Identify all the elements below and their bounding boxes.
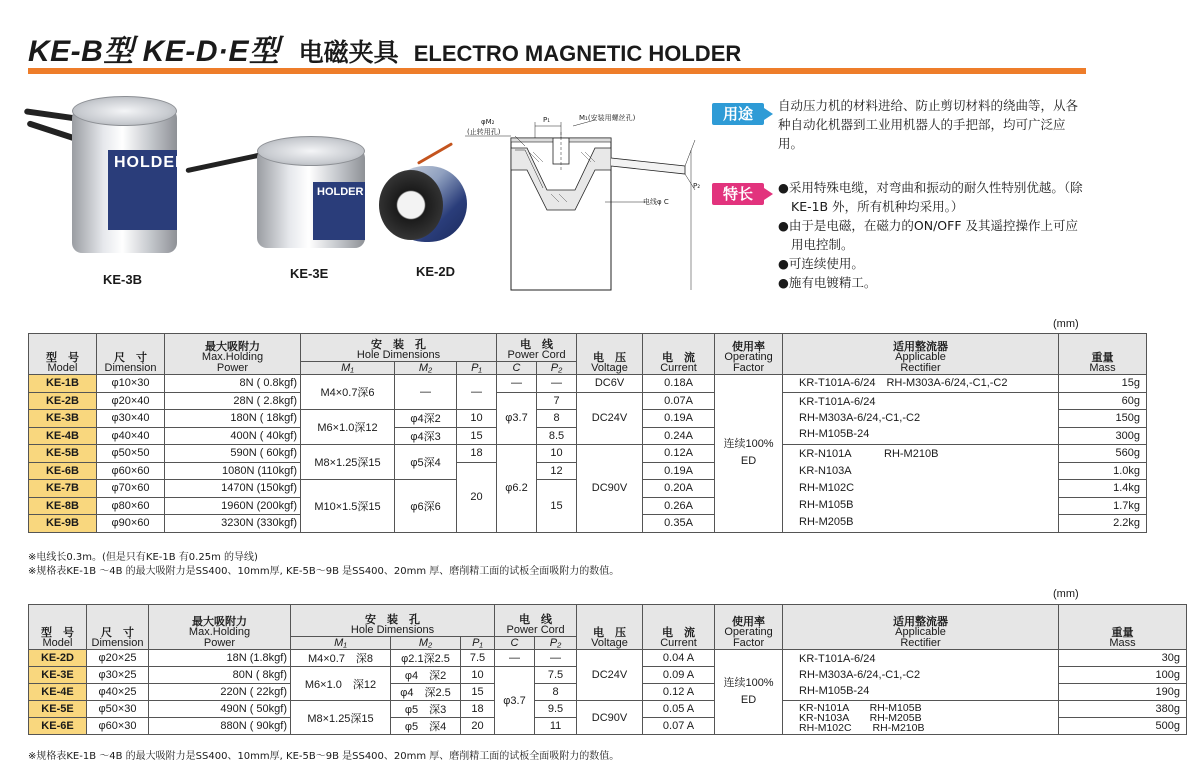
table-cell-p2: 10 xyxy=(537,445,577,463)
table-cell-dim: φ10×30 xyxy=(97,375,165,393)
table-cell-mass: 190g xyxy=(1059,684,1187,701)
product-label-ke-3e: HOLDER xyxy=(317,186,364,198)
spec-table-de-series xyxy=(28,604,1187,735)
table-cell-voltage: DC24V xyxy=(577,650,643,701)
table-row-model: KE-9B xyxy=(29,515,97,533)
hdr-force-en1: Max.Holding xyxy=(201,351,264,363)
title-en: ELECTRO MAGNETIC HOLDER xyxy=(413,41,742,66)
table-cell-p2: — xyxy=(537,375,577,393)
table-cell-current: 0.19A xyxy=(643,462,715,480)
table-row-model: KE-5B xyxy=(29,445,97,463)
table-cell-mass: 1.7kg xyxy=(1059,497,1147,515)
table-row-model: KE-2B xyxy=(29,392,97,410)
table-cell-current: 0.07A xyxy=(643,392,715,410)
table-cell-c: φ6.2 xyxy=(497,445,537,533)
table-row-model: KE-2D xyxy=(29,650,87,667)
table-cell-current: 0.12A xyxy=(643,445,715,463)
table-cell-p1: — xyxy=(457,375,497,410)
feature-item: ●采用特殊电缆，对弯曲和振动的耐久性特别优越。（除KE-1B 外，所有机种均采用。） xyxy=(778,180,1083,214)
table-cell-current: 0.07 A xyxy=(643,718,715,735)
table-cell-mass: 150g xyxy=(1059,410,1147,428)
table-cell-c: — xyxy=(495,650,535,667)
table-cell-dim: φ40×25 xyxy=(87,684,149,701)
hdr-volt-cn: 电 压 xyxy=(593,626,627,639)
table-cell-p1: 18 xyxy=(457,445,497,463)
table-cell-m2: φ4 深2.5 xyxy=(391,684,461,701)
hdr-factor-en1: Operating xyxy=(724,626,773,638)
hdr-force-cn: 最大吸附力 xyxy=(192,615,247,628)
table-cell-mass: 560g xyxy=(1059,445,1147,463)
hdr-p2: P₂ xyxy=(537,362,577,375)
table-cell-m1: M4×0.7 深8 xyxy=(291,650,391,667)
table-cell-current: 0.20A xyxy=(643,480,715,498)
table-cell-dim: φ30×25 xyxy=(87,667,149,684)
hdr-rect-en2: Rectifier xyxy=(900,362,941,374)
rectifier-line: KR-T101A-6/24 xyxy=(799,396,876,409)
table-cell-current: 0.35A xyxy=(643,515,715,533)
table-cell-mass: 100g xyxy=(1059,667,1187,684)
rectifier-line: RH-M105B xyxy=(799,498,854,511)
rectifier-line: KR-N101A RH-M105B xyxy=(799,701,922,714)
table-cell-mass: 380g xyxy=(1059,701,1187,718)
hdr-rect-cn: 适用整流器 xyxy=(893,615,949,628)
hdr-curr-en: Current xyxy=(660,362,697,374)
table-cell-force: 80N ( 8kgf) xyxy=(149,667,291,684)
table-cell-p2: 9.5 xyxy=(535,701,577,718)
hdr-mass-cn: 重量 xyxy=(1111,626,1134,639)
table-cell-m2: — xyxy=(395,375,457,410)
hdr-hole-cn: 安 装 孔 xyxy=(365,613,420,626)
hdr-volt-en: Voltage xyxy=(591,637,628,649)
hdr-p1: P₁ xyxy=(457,362,497,375)
product-image-ke-3e xyxy=(185,120,365,260)
table-cell-current: 0.12 A xyxy=(643,684,715,701)
table-cell-rectifier xyxy=(783,650,1059,701)
table-cell-mass: 2.2kg xyxy=(1059,515,1147,533)
hdr-dim-en: Dimension xyxy=(104,362,157,374)
hdr-c: C xyxy=(495,637,535,650)
hdr-model-en: Model xyxy=(47,362,78,374)
hdr-p1: P₁ xyxy=(461,637,495,650)
table1-note-2: ※规格表KE-1B ～4B 的最大吸附力是SS400、10mm厚, KE-5B～9B 是SS400、20mm 厚、磨削精工面的试板全面吸附力的数值。 xyxy=(28,566,620,577)
table-cell-dim: φ50×30 xyxy=(87,701,149,718)
diagram-label-m1: M₁(安装用螺丝孔) xyxy=(579,114,636,122)
table-row-model: KE-3E xyxy=(29,667,87,684)
table-cell-dim: φ60×60 xyxy=(97,462,165,480)
table-cell-force: 880N ( 90kgf) xyxy=(149,718,291,735)
table-row-model: KE-4E xyxy=(29,684,87,701)
hdr-force-en2: Power xyxy=(216,362,249,374)
table-cell-c: — xyxy=(497,375,537,393)
hdr-dim-en: Dimension xyxy=(91,637,144,649)
hdr-model-cn: 型 号 xyxy=(41,626,74,639)
hdr-factor-en1: Operating xyxy=(724,351,773,363)
rectifier-line: RH-M105B-24 xyxy=(799,685,870,697)
table-cell-p2: 8 xyxy=(537,410,577,428)
hdr-mass-en: Mass xyxy=(1109,637,1136,649)
table-cell-p2: 12 xyxy=(537,462,577,480)
page-title xyxy=(28,26,741,70)
hdr-factor-cn: 使用率 xyxy=(732,615,766,628)
hdr-m1: M₁ xyxy=(301,362,395,375)
hdr-cord-cn: 电 线 xyxy=(520,338,554,351)
table-row-model: KE-1B xyxy=(29,375,97,393)
table-cell-force: 590N ( 60kgf) xyxy=(165,445,301,463)
table-cell-m2: φ6深6 xyxy=(395,480,457,533)
hdr-rect-en1: Applicable xyxy=(895,626,946,638)
diagram-label-cord: 电线φ C xyxy=(643,198,669,206)
table-cell-mass: 1.0kg xyxy=(1059,462,1147,480)
table-cell-rectifier xyxy=(783,701,1059,735)
table-cell-p1: 10 xyxy=(457,410,497,428)
product-image-ke-3b xyxy=(24,90,188,260)
table-cell-factor xyxy=(715,375,783,533)
hdr-mass-en: Mass xyxy=(1089,362,1116,374)
title-cn: 电磁夹具 xyxy=(298,38,399,67)
table-cell-voltage: DC90V xyxy=(577,445,643,533)
hdr-volt-en: Voltage xyxy=(591,362,628,374)
table2-note-1: ※规格表KE-1B ～4B 的最大吸附力是SS400、10mm厚, KE-5B～9B 是SS400、20mm 厚、磨削精工面的试板全面吸附力的数值。 xyxy=(28,751,620,762)
table-cell-mass: 1.4kg xyxy=(1059,480,1147,498)
table-cell-m2: φ5深4 xyxy=(395,445,457,480)
table-cell-force: 1470N (150kgf) xyxy=(165,480,301,498)
hdr-factor-en2: Factor xyxy=(732,637,765,649)
table-cell-mass: 300g xyxy=(1059,427,1147,445)
hdr-m2: M₂ xyxy=(391,637,461,650)
table-cell-rectifier xyxy=(783,392,1059,445)
title-model: KE-B型 KE-D·E型 xyxy=(28,35,280,68)
table-cell-current: 0.19A xyxy=(643,410,715,428)
table-cell-p2: 15 xyxy=(537,480,577,533)
rectifier-line: RH-M102C RH-M210B xyxy=(799,721,925,734)
product-caption-ke-2d: KE-2D xyxy=(416,264,456,279)
unit-label: (mm) xyxy=(1053,318,1079,330)
factor-line: ED xyxy=(740,694,757,706)
table-cell-current: 0.26A xyxy=(643,497,715,515)
rectifier-line: RH-M205B xyxy=(799,515,854,528)
table-row-model: KE-7B xyxy=(29,480,97,498)
hdr-m2: M₂ xyxy=(395,362,457,375)
table-cell-p2: 7.5 xyxy=(535,667,577,684)
rectifier-line: KR-N101A RH-M210B xyxy=(799,447,939,460)
feature-item: ●可连续使用。 xyxy=(778,256,864,271)
hdr-volt-cn: 电 压 xyxy=(593,351,627,364)
hdr-model-cn: 型 号 xyxy=(46,351,79,364)
table-cell-m2: φ2.1深2.5 xyxy=(391,650,461,667)
table-row-model: KE-6E xyxy=(29,718,87,735)
hdr-p2: P₂ xyxy=(535,637,577,650)
feature-item: ●施有电镀精工。 xyxy=(778,275,877,290)
table-cell-rectifier: KR-T101A-6/24 RH-M303A-6/24,-C1,-C2 xyxy=(783,375,1059,393)
table-cell-m2: φ5 深4 xyxy=(391,718,461,735)
table-cell-current: 0.09 A xyxy=(643,667,715,684)
rectifier-line: RH-M105B-24 xyxy=(799,428,870,441)
table-cell-voltage: DC6V xyxy=(577,375,643,393)
table-cell-force: 180N ( 18kgf) xyxy=(165,410,301,428)
table-cell-p1: 15 xyxy=(457,427,497,445)
diagram-label-p2: P₂ xyxy=(693,182,701,190)
table-cell-force: 18N (1.8kgf) xyxy=(149,650,291,667)
table-cell-mass: 500g xyxy=(1059,718,1187,735)
diagram-label-stop-hole: (止转用孔) xyxy=(467,128,501,136)
features-list xyxy=(778,178,1084,292)
table-cell-p2: 11 xyxy=(535,718,577,735)
product-label-ke-3b: HOLDER xyxy=(114,154,188,171)
table-cell-force: 400N ( 40kgf) xyxy=(165,427,301,445)
factor-line: 连续100% xyxy=(723,438,774,451)
table-cell-force: 28N ( 2.8kgf) xyxy=(165,392,301,410)
features-badge: 特长 xyxy=(712,183,764,205)
table-cell-p2: 7 xyxy=(537,392,577,410)
table-cell-force: 1960N (200kgf) xyxy=(165,497,301,515)
table-cell-current: 0.04 A xyxy=(643,650,715,667)
hdr-dim-cn: 尺 寸 xyxy=(114,351,147,364)
rectifier-line: RH-M102C xyxy=(799,481,855,494)
table-cell-dim: φ60×30 xyxy=(87,718,149,735)
unit-label-2: (mm) xyxy=(1053,588,1079,600)
table-cell-m1: M8×1.25深15 xyxy=(291,701,391,735)
hdr-cord-cn: 电 线 xyxy=(519,613,553,626)
hdr-c: C xyxy=(497,362,537,375)
table-cell-m1: M8×1.25深15 xyxy=(301,445,395,480)
table-cell-p1: 7.5 xyxy=(461,650,495,667)
hdr-curr-en: Current xyxy=(660,637,697,649)
factor-line: 连续100% xyxy=(723,677,774,689)
hdr-force-en1: Max.Holding xyxy=(188,626,251,638)
table-cell-c: φ3.7 xyxy=(497,392,537,445)
hdr-hole-en: Hole Dimensions xyxy=(356,349,441,361)
table-cell-voltage: DC24V xyxy=(577,392,643,445)
table-row-model: KE-8B xyxy=(29,497,97,515)
table-cell-dim: φ40×40 xyxy=(97,427,165,445)
table-cell-mass: 60g xyxy=(1059,392,1147,410)
table-cell-m2: φ4深3 xyxy=(395,427,457,445)
hdr-factor-en2: Factor xyxy=(732,362,765,374)
rectifier-line: RH-M303A-6/24,-C1,-C2 xyxy=(799,412,921,425)
usage-badge: 用途 xyxy=(712,103,764,125)
diagram-label-p1: P₁ xyxy=(543,116,551,124)
table-cell-p1: 15 xyxy=(461,684,495,701)
rectifier-line: KR-T101A-6/24 xyxy=(799,653,876,665)
hdr-model-en: Model xyxy=(42,637,73,649)
table-cell-current: 0.24A xyxy=(643,427,715,445)
table-cell-dim: φ50×50 xyxy=(97,445,165,463)
table-row-model: KE-3B xyxy=(29,410,97,428)
table-row-model: KE-5E xyxy=(29,701,87,718)
table-cell-m2: φ5 深3 xyxy=(391,701,461,718)
table-cell-p2: 8.5 xyxy=(537,427,577,445)
section-diagram xyxy=(455,110,710,290)
table1-note-1: ※电线长0.3m。(但是只有KE-1B 有0.25m 的导线) xyxy=(28,552,258,563)
table-cell-p2: — xyxy=(535,650,577,667)
table-cell-p1: 20 xyxy=(461,718,495,735)
table-cell-p1: 20 xyxy=(457,462,497,532)
hdr-cord-en: Power Cord xyxy=(507,349,566,361)
table-row-model: KE-6B xyxy=(29,462,97,480)
table-cell-dim: φ70×60 xyxy=(97,480,165,498)
factor-line: ED xyxy=(740,455,757,468)
table-cell-voltage: DC90V xyxy=(577,701,643,735)
hdr-rect-cn: 适用整流器 xyxy=(893,340,949,353)
table-cell-dim: φ90×60 xyxy=(97,515,165,533)
hdr-dim-cn: 尺 寸 xyxy=(101,626,134,639)
hdr-rect-en2: Rectifier xyxy=(900,637,941,649)
table-cell-force: 8N ( 0.8kgf) xyxy=(165,375,301,393)
table-cell-m1: M6×1.0 深12 xyxy=(291,667,391,701)
table-cell-p2: 8 xyxy=(535,684,577,701)
table-cell-dim: φ20×40 xyxy=(97,392,165,410)
table-cell-force: 3230N (330kgf) xyxy=(165,515,301,533)
hdr-curr-cn: 电 流 xyxy=(662,626,696,639)
hdr-rect-en1: Applicable xyxy=(895,351,946,363)
table-cell-current: 0.05 A xyxy=(643,701,715,718)
rectifier-line: KR-N103A xyxy=(799,464,852,477)
table-cell-rectifier xyxy=(783,445,1059,533)
hdr-hole-cn: 安 装 孔 xyxy=(371,338,426,351)
table-cell-dim: φ20×25 xyxy=(87,650,149,667)
rectifier-line: RH-M303A-6/24,-C1,-C2 xyxy=(799,669,921,681)
product-caption-ke-3b: KE-3B xyxy=(103,272,143,287)
hdr-m1: M₁ xyxy=(291,637,391,650)
table-cell-force: 1080N (110kgf) xyxy=(165,462,301,480)
table-cell-m2: φ4 深2 xyxy=(391,667,461,684)
hdr-factor-cn: 使用率 xyxy=(732,340,766,353)
table-cell-m1: M10×1.5深15 xyxy=(301,480,395,533)
hdr-force-en2: Power xyxy=(203,637,236,649)
table-cell-c: φ3.7 xyxy=(495,667,535,735)
table-cell-dim: φ30×40 xyxy=(97,410,165,428)
table-cell-factor xyxy=(715,650,783,735)
table-cell-m1: M4×0.7深6 xyxy=(301,375,395,410)
diagram-label-m2: φM₂ xyxy=(481,118,495,126)
hdr-curr-cn: 电 流 xyxy=(662,351,696,364)
hdr-hole-en: Hole Dimensions xyxy=(350,624,435,636)
title-underline xyxy=(28,68,1086,74)
hdr-force-cn: 最大吸附力 xyxy=(205,340,260,353)
feature-item: ●由于是电磁，在磁力的ON/OFF 及其遥控操作上可应用电控制。 xyxy=(778,218,1079,252)
table-cell-m1: M6×1.0深12 xyxy=(301,410,395,445)
table-cell-dim: φ80×60 xyxy=(97,497,165,515)
usage-text: 自动压力机的材料进给、防止剪切材料的绕曲等，从各种自动化机器到工业用机器人的手把部，均可广泛应用。 xyxy=(778,98,1079,151)
table-cell-p1: 18 xyxy=(461,701,495,718)
hdr-cord-en: Power Cord xyxy=(506,624,565,636)
table-cell-force: 220N ( 22kgf) xyxy=(149,684,291,701)
table-cell-m2: φ4深2 xyxy=(395,410,457,428)
rectifier-line: KR-N103A RH-M205B xyxy=(799,711,922,724)
table-cell-mass: 15g xyxy=(1059,375,1147,393)
spec-table-b-series xyxy=(28,333,1147,533)
table-cell-current: 0.18A xyxy=(643,375,715,393)
product-caption-ke-3e: KE-3E xyxy=(290,266,329,281)
table-cell-force: 490N ( 50kgf) xyxy=(149,701,291,718)
table-row-model: KE-4B xyxy=(29,427,97,445)
table-cell-p1: 10 xyxy=(461,667,495,684)
hdr-mass-cn: 重量 xyxy=(1091,351,1114,364)
table-cell-mass: 30g xyxy=(1059,650,1187,667)
